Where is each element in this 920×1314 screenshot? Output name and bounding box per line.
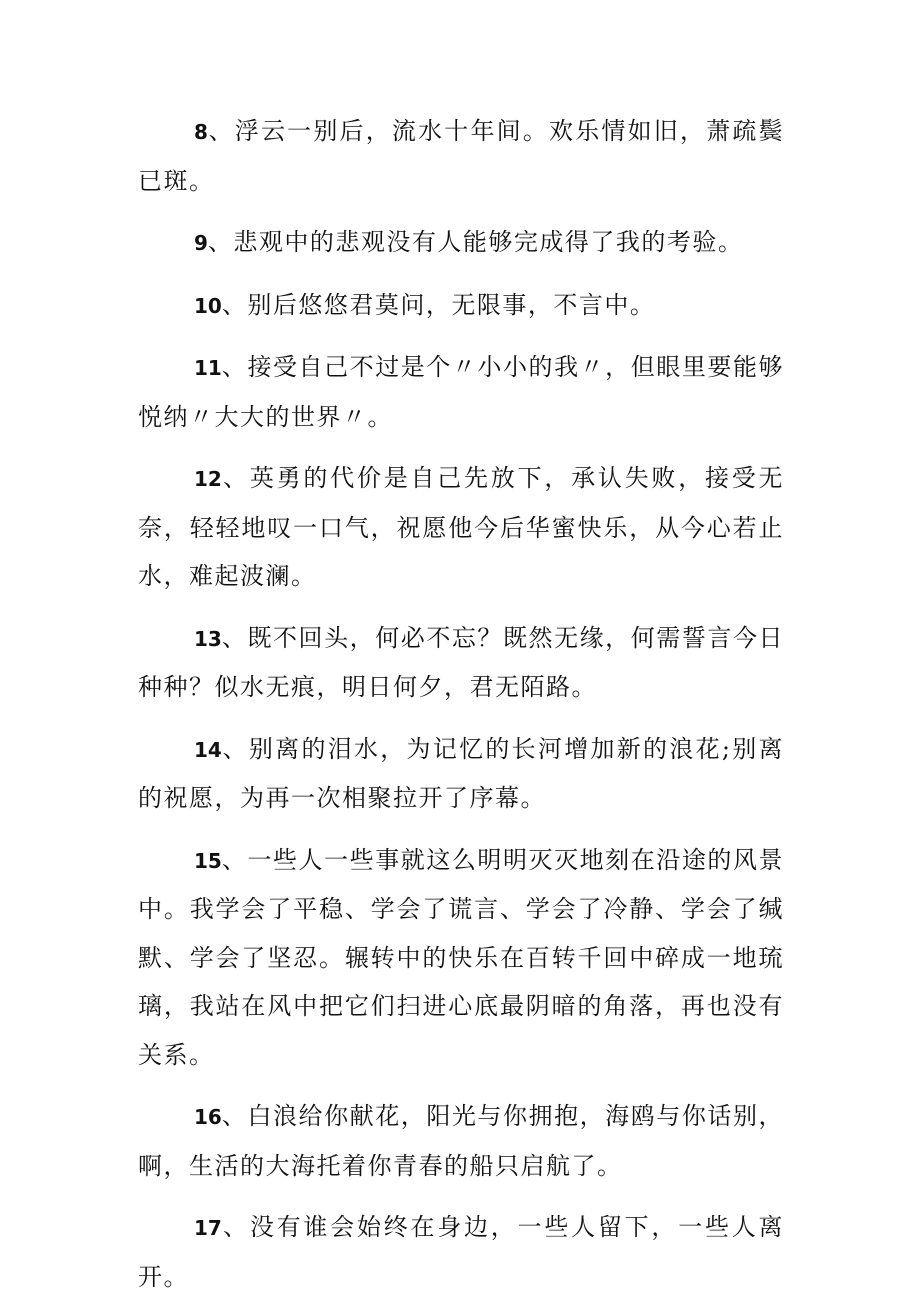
item-text: 、白浪给你献花，阳光与你拥抱，海鸥与你话别，啊，生活的大海托着你青春的船只启航了。 xyxy=(138,1102,784,1180)
item-text: 、接受自己不过是个〃小小的我〃，但眼里要能够悦纳〃大大的世界〃。 xyxy=(138,353,784,431)
item-number: 10 xyxy=(194,293,222,318)
item-text: 、别后悠悠君莫问，无限事，不言中。 xyxy=(221,290,656,319)
item-number: 8 xyxy=(194,120,208,144)
list-item xyxy=(138,836,784,1080)
item-number: 13 xyxy=(194,626,222,651)
list-item xyxy=(138,454,784,601)
item-text: 、没有谁会始终在身边，一些人留下，一些人离开。 xyxy=(138,1213,784,1291)
item-text: 、既不回头，何必不忘？既然无缘，何需誓言今日种种？似水无痕，明日何夕，君无陌路。 xyxy=(138,623,784,701)
list-item xyxy=(138,614,784,712)
item-text: 、浮云一别后，流水十年间。欢乐情如旧，萧疏鬓已斑。 xyxy=(138,117,784,195)
list-item xyxy=(138,1092,784,1190)
item-number: 16 xyxy=(194,1105,222,1129)
list-item xyxy=(138,725,784,823)
list-item xyxy=(138,1203,784,1301)
item-number: 12 xyxy=(194,467,222,491)
item-number: 17 xyxy=(194,1216,222,1240)
document-body xyxy=(138,107,784,1314)
item-number: 11 xyxy=(194,356,222,380)
item-text: 、一些人一些事就这么明明灭灭地刻在沿途的风景中。我学会了平稳、学会了谎言、学会了冷静、学会了缄默、学会了坚忍。辗转中的快乐在百转千回中碎成一地琉璃，我站在风中把它们扫进心底最阴暗的角落，再也没有关系。 xyxy=(138,845,784,1069)
list-item xyxy=(138,343,784,441)
item-number: 15 xyxy=(194,848,222,873)
item-number: 14 xyxy=(194,737,222,762)
list-item xyxy=(138,218,784,268)
item-text: 、别离的泪水，为记忆的长河增加新的浪花;别离的祝愿，为再一次相聚拉开了序幕。 xyxy=(138,734,784,812)
item-text: 、悲观中的悲观没有人能够完成得了我的考验。 xyxy=(207,228,744,256)
list-item xyxy=(138,107,784,205)
item-text: 、英勇的代价是自己先放下，承认失败，接受无奈，轻轻地叹一口气，祝愿他今后华蜜快乐，从今心若止水，难起波澜。 xyxy=(138,464,784,590)
list-item xyxy=(138,281,784,331)
item-number: 9 xyxy=(194,231,208,255)
